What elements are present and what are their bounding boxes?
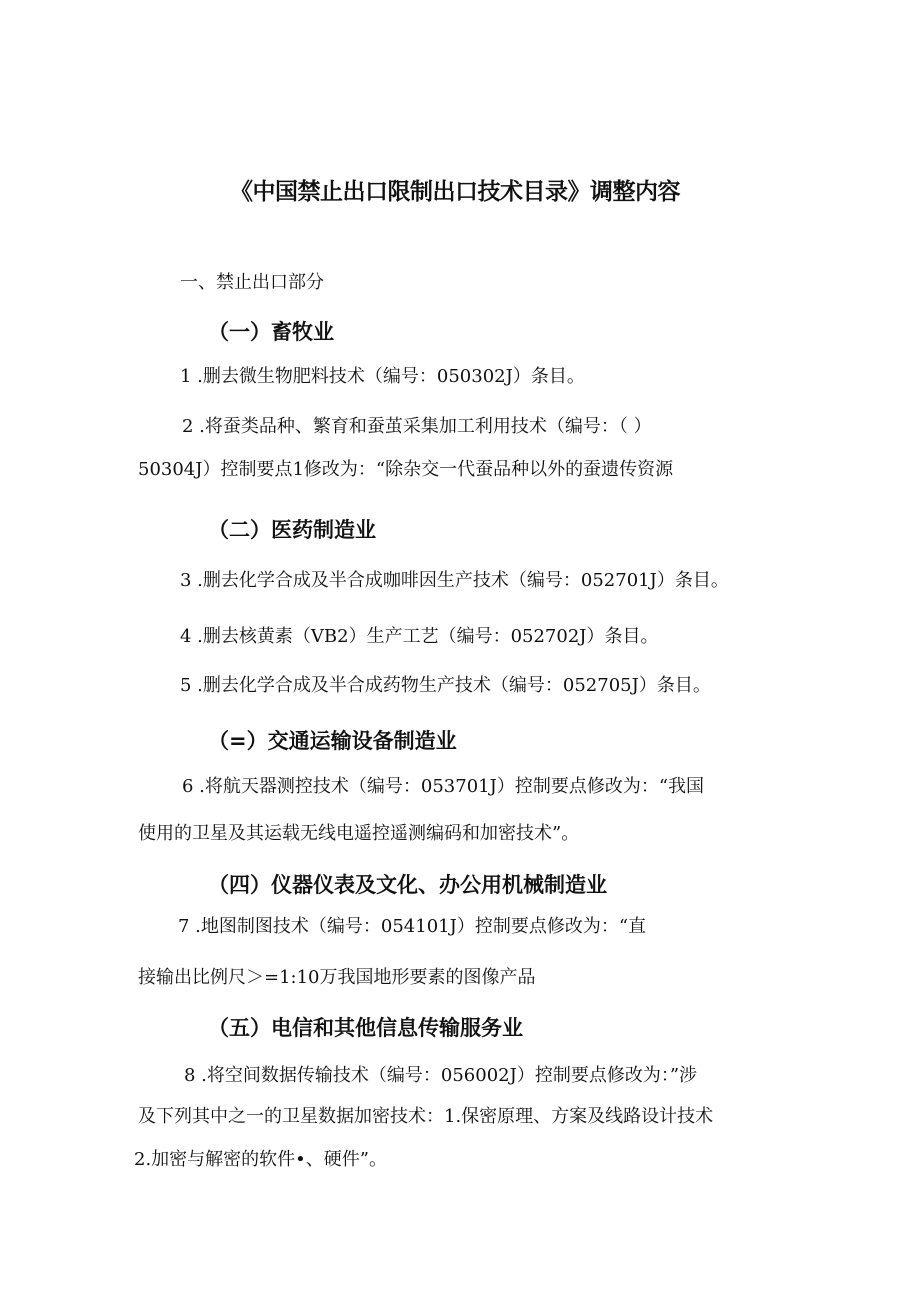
section-heading: （=）交通运输设备制造业 — [208, 729, 457, 753]
list-item-line: 3 .删去化学合成及半合成咖啡因生产技术（编号：052701J）条目。 — [180, 570, 729, 591]
document-title: 《中国禁止出口限制出口技术目录》调整内容 — [230, 179, 680, 205]
list-item-line: 及下列其中之一的卫星数据加密技术：1.保密原理、方案及线路设计技术 — [138, 1106, 714, 1127]
list-item-line: 8 .将空间数据传输技术（编号：056002J）控制要点修改为：”涉 — [184, 1065, 698, 1086]
section-heading: （五）电信和其他信息传输服务业 — [208, 1016, 523, 1040]
part-heading: 一、禁止出口部分 — [180, 272, 324, 293]
list-item-line: 5 .删去化学合成及半合成药物生产技术（编号：052705J）条目。 — [180, 675, 711, 696]
list-item-line: 50304J）控制要点1修改为：“除杂交一代蚕品种以外的蚕遗传资源 — [138, 459, 674, 480]
section-heading: （四）仪器仪表及文化、办公用机械制造业 — [208, 873, 607, 897]
list-item-line: 2.加密与解密的软件•、硬件”。 — [134, 1149, 387, 1170]
list-item-line: 使用的卫星及其运载无线电遥控遥测编码和加密技术”。 — [138, 823, 580, 844]
section-heading: （一）畜牧业 — [208, 320, 334, 344]
list-item-line: 1 .删去微生物肥料技术（编号：050302J）条目。 — [180, 366, 585, 387]
section-heading: （二）医药制造业 — [208, 518, 376, 542]
list-item-line: 6 .将航天器测控技术（编号：053701J）控制要点修改为：“我国 — [182, 776, 705, 797]
list-item-line: 2 .将蚕类品种、繁育和蚕茧采集加工利用技术（编号：（ ） — [182, 416, 652, 437]
list-item-line: 7 .地图制图技术（编号：054101J）控制要点修改为：“直 — [178, 916, 647, 937]
list-item-line: 接输出比例尺＞=1:10万我国地形要素的图像产品 — [138, 967, 536, 988]
list-item-line: 4 .删去核黄素（VB2）生产工艺（编号：052702J）条目。 — [180, 626, 659, 647]
